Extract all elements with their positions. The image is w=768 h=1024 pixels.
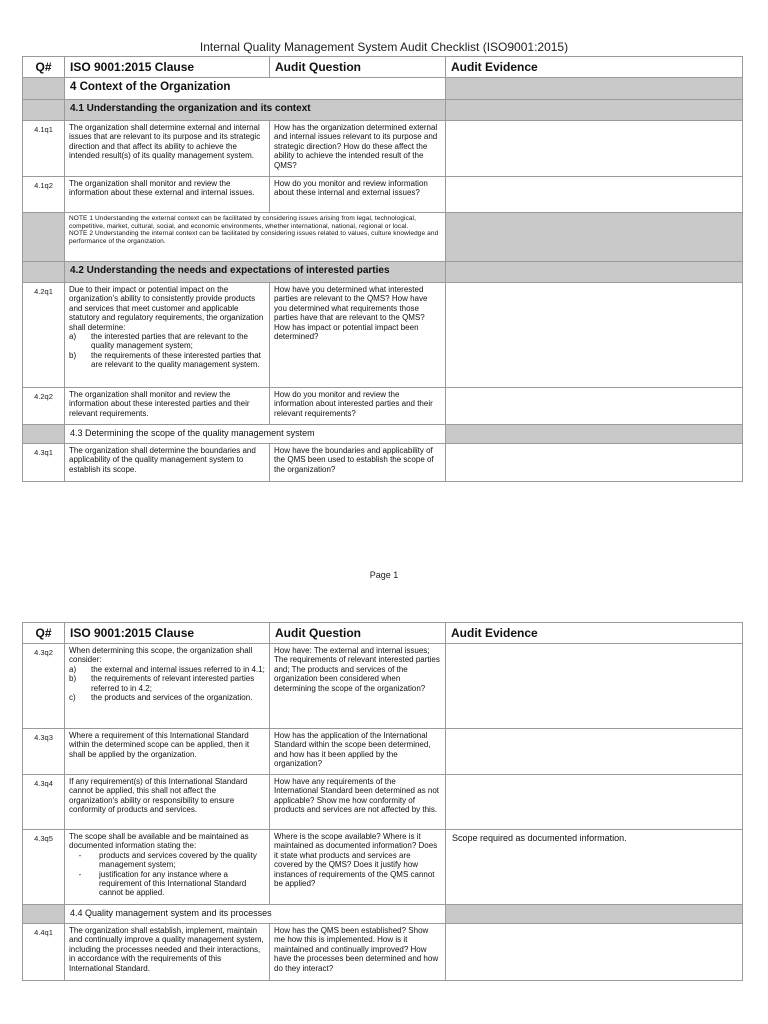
note-1: NOTE 1 Understanding the external context can be facilitated by considering issues arising from legal, technological, competitive, market, cultural, social, and economic environments, whether international, national, regional or local. (69, 215, 416, 230)
table-row (23, 444, 743, 482)
section-heading: 4.3 Determining the scope of the quality management system (65, 425, 446, 444)
audit-question-text: Where is the scope available? Where is it maintained as documented information? Does it state what products and services are covered by the QMS? Does it justify how instances of requirements of the QMS cannot be applied? (274, 832, 438, 889)
header-evidence: Audit Evidence (446, 623, 743, 644)
document-title: Internal Quality Management System Audit Checklist (ISO9001:2015) (199, 40, 569, 54)
audit-evidence-cell[interactable] (446, 924, 743, 981)
header-row (23, 57, 743, 78)
header-q: Q# (23, 623, 65, 644)
clause-text (69, 832, 265, 901)
table-row (23, 388, 743, 425)
clause-text: The organization shall determine external and internal issues that are relevant to its purpose and its strategic direction and that affect its ability to achieve the intended result(s) of its quality management system. (65, 121, 270, 177)
table-row (23, 644, 743, 729)
section-row (23, 425, 743, 444)
audit-question-text: How have: The external and internal issues; The requirements of relevant interested parties and; The products and services of the organization been considered when determining the scope of the organization? (270, 644, 446, 729)
list-item: b) the requirements of these interested parties that are relevant to the quality management system. (69, 350, 261, 370)
question-id: 4.2q2 (23, 388, 65, 425)
audit-question-text: How do you monitor and review the information about interested parties and their relevant requirements? (270, 388, 446, 425)
question-id: 4.3q5 (23, 830, 65, 905)
header-question: Audit Question (270, 57, 446, 78)
audit-question-text: How have you determined what interested parties are relevant to the QMS? How have you determined what requirements those parties have that are relevant to the QMS? How has impact or potential impact been determined? (270, 283, 446, 388)
audit-evidence-cell[interactable] (446, 177, 743, 213)
clause-intro: Due to their impact or potential impact on the organization's ability to consistently provide products and services that meet customer and applicable statutory and regulatory requirements, the organization shall determine: (69, 285, 264, 332)
note-row (23, 213, 743, 262)
header-clause: ISO 9001:2015 Clause (65, 623, 270, 644)
question-id: 4.1q2 (23, 177, 65, 213)
audit-evidence-cell[interactable] (446, 444, 743, 482)
list-item: b) the requirements of relevant interested parties referred to in 4.2; (69, 674, 255, 693)
checklist-table-page-2 (22, 622, 743, 981)
audit-question-text: How has the QMS been established? Show me how this is implemented. How is it maintained and continually improved? How have the processes been determined and how do they interact? (274, 926, 439, 973)
clause-text: The organization shall monitor and review the information about these interested parties and their relevant requirements. (65, 388, 270, 425)
section-heading: 4 Context of the Organization (65, 78, 446, 100)
section-row (23, 100, 743, 121)
list-item: a) the interested parties that are relevant to the quality management system; (69, 332, 248, 351)
audit-evidence-cell[interactable] (446, 121, 743, 177)
audit-evidence-cell[interactable] (446, 644, 743, 729)
section-heading: 4.4 Quality management system and its processes (65, 905, 446, 924)
audit-evidence-cell[interactable] (446, 775, 743, 830)
table-row (23, 830, 743, 905)
section-row (23, 905, 743, 924)
checklist-table-page-1 (22, 56, 743, 482)
list-item: - justification for any instance where a requirement of this International Standard cannot be applied. (78, 869, 247, 898)
header-evidence: Audit Evidence (446, 57, 743, 78)
clause-text (65, 644, 270, 729)
list-item: a) the external and internal issues referred to in 4.1; (69, 664, 265, 674)
question-id: 4.3q2 (23, 644, 65, 729)
audit-question-text: How have any requirements of the International Standard been determined as not applicable? Show me how conformity of products and services are not affected by this. (270, 775, 446, 830)
section-heading: 4.1 Understanding the organization and its context (65, 100, 446, 121)
table-row (23, 775, 743, 830)
audit-evidence-cell[interactable]: Scope required as documented information. (446, 830, 743, 905)
question-id: 4.3q1 (23, 444, 65, 482)
question-id: 4.1q1 (23, 121, 65, 177)
clause-text: Where a requirement of this International Standard within the determined scope can be applied, then it shall be applied by the organization. (65, 729, 270, 775)
audit-evidence-cell[interactable] (446, 283, 743, 388)
list-item: - products and services covered by the quality management system; (78, 850, 257, 870)
list-item: c) the products and services of the organization. (69, 693, 253, 703)
section-heading: 4.2 Understanding the needs and expectations of interested parties (65, 262, 446, 283)
question-id: 4.3q4 (23, 775, 65, 830)
clause-text: If any requirement(s) of this International Standard cannot be applied, this shall not affect the organization's ability or responsibility to ensure conformity of products and services. (65, 775, 270, 830)
audit-question-text: How do you monitor and review information about these internal and external issues? (270, 177, 446, 213)
clause-text (69, 285, 265, 384)
section-row (23, 78, 743, 100)
question-id: 4.2q1 (23, 283, 65, 388)
audit-question-text: How have the boundaries and applicability of the QMS been used to establish the scope of the organization? (270, 444, 446, 482)
clause-text: The organization shall establish, implement, maintain and continually improve a quality management system, including the processes needed and their interactions, in accordance with the requirements of this International Standard. (69, 926, 264, 973)
header-q: Q# (23, 57, 65, 78)
clause-text: The organization shall determine the boundaries and applicability of the quality management system to establish its scope. (65, 444, 270, 482)
table-row (23, 177, 743, 213)
clause-intro: The scope shall be available and be maintained as documented information stating the: (69, 832, 249, 851)
header-row (23, 623, 743, 644)
audit-evidence-cell[interactable] (446, 729, 743, 775)
table-row (23, 924, 743, 981)
table-row (23, 121, 743, 177)
audit-question-text: How has the organization determined external and internal issues relevant to its purpose and strategic direction? How do these affect the ability to achieve the intended result of the QMS? (274, 123, 438, 170)
audit-question-text: How has the application of the International Standard within the scope been determined, and how has it been applied by the organization? (270, 729, 446, 775)
audit-evidence-cell[interactable] (446, 388, 743, 425)
page-number: Page 1 (369, 570, 399, 580)
header-question: Audit Question (270, 623, 446, 644)
header-clause: ISO 9001:2015 Clause (65, 57, 270, 78)
section-row (23, 262, 743, 283)
table-row (23, 283, 743, 388)
note-2: NOTE 2 Understanding the internal context can be facilitated by considering issues related to values, culture knowledge and performance of the organization. (69, 230, 439, 245)
question-id: 4.4q1 (23, 924, 65, 981)
note-text (65, 213, 446, 262)
clause-intro: When determining this scope, the organization shall consider: (69, 646, 253, 665)
table-row (23, 729, 743, 775)
question-id: 4.3q3 (23, 729, 65, 775)
clause-text: The organization shall monitor and review the information about these external and internal issues. (65, 177, 270, 213)
